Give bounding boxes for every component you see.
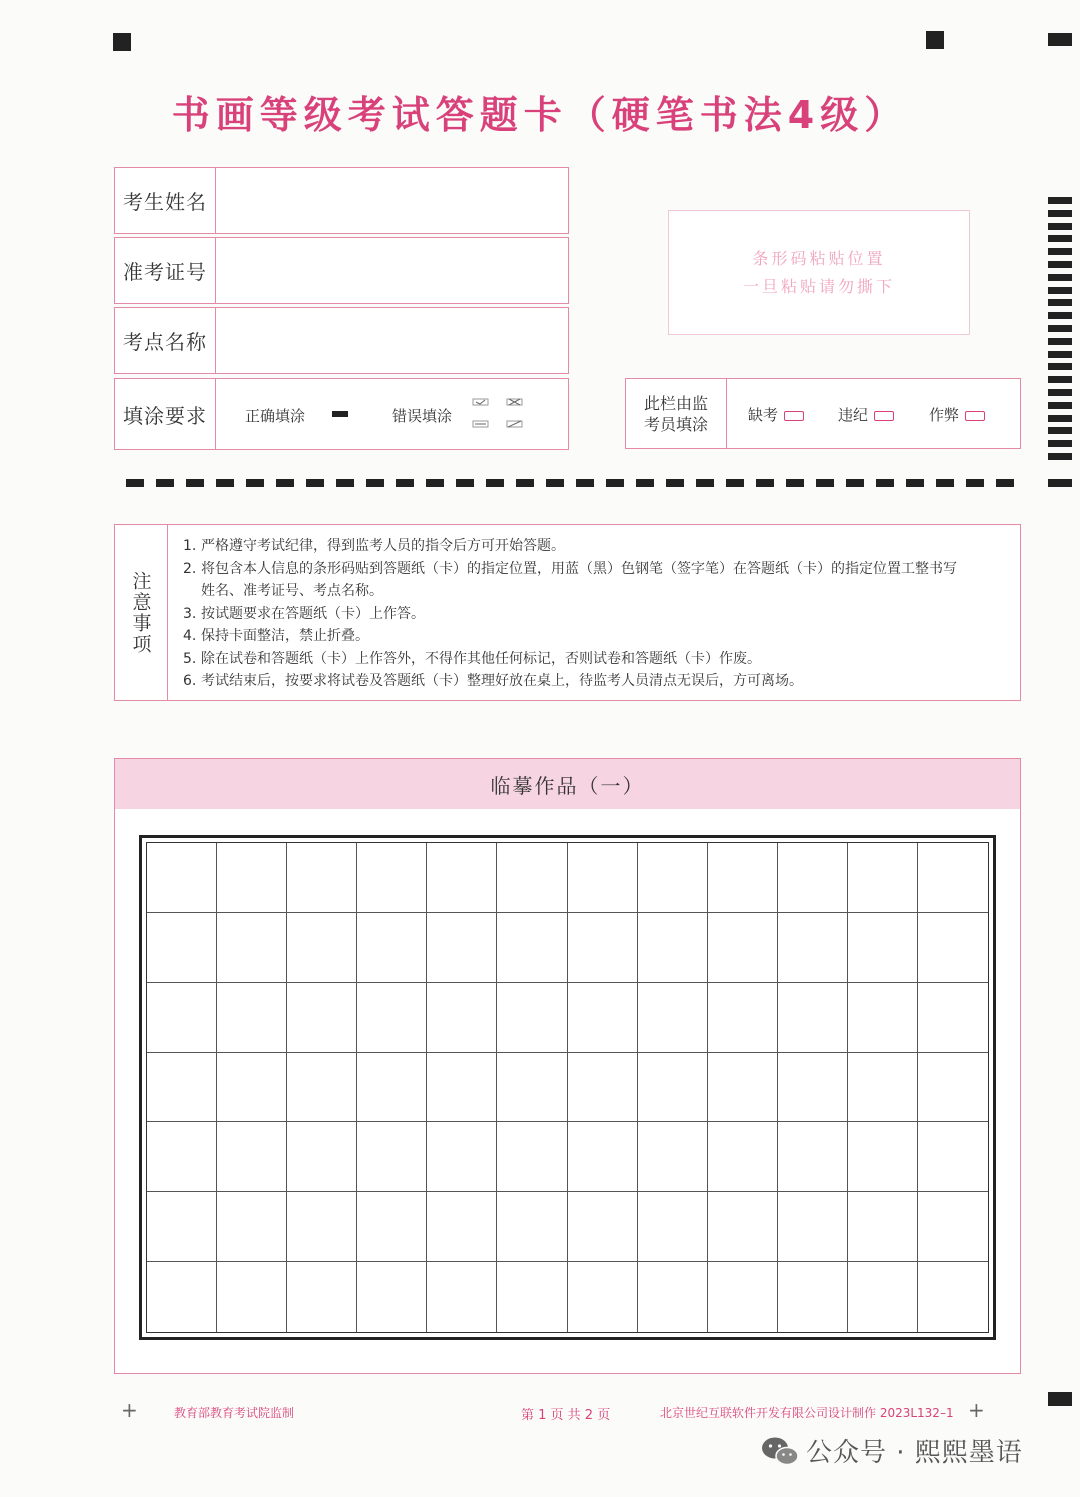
timing-mark — [1048, 235, 1072, 242]
proctor-option-violation-label: 违纪 — [838, 406, 869, 424]
writing-section — [114, 758, 1021, 1374]
grid-cell[interactable] — [287, 1122, 357, 1192]
grid-cell[interactable] — [778, 913, 848, 983]
grid-cell[interactable] — [287, 1262, 357, 1332]
proctor-option-violation[interactable] — [838, 404, 894, 425]
page-title: 书画等级考试答题卡（硬笔书法4级） — [171, 93, 909, 137]
grid-cell[interactable] — [638, 1262, 708, 1332]
grid-cell[interactable] — [147, 843, 217, 913]
grid-cell[interactable] — [918, 1262, 988, 1332]
grid-cell[interactable] — [497, 1192, 567, 1262]
wrong-fill-label: 错误填涂 — [392, 407, 453, 425]
grid-cell[interactable] — [568, 1122, 638, 1192]
timing-mark — [1048, 274, 1072, 281]
notice-label: 注意事项 — [115, 525, 168, 700]
grid-cell[interactable] — [147, 1262, 217, 1332]
wrong-fill-samples-icon — [471, 396, 527, 432]
notice-item: 4. 保持卡面整洁，禁止折叠。 — [183, 628, 369, 644]
grid-cell[interactable] — [918, 1122, 988, 1192]
grid-cell[interactable] — [918, 983, 988, 1053]
cheating-bubble[interactable] — [965, 411, 985, 421]
grid-cell[interactable] — [497, 983, 567, 1053]
barcode-line1: 条形码粘贴位置 — [752, 248, 886, 268]
grid-cell[interactable] — [357, 1122, 427, 1192]
grid-cell[interactable] — [217, 1122, 287, 1192]
proctor-option-cheating-label: 作弊 — [929, 406, 960, 424]
timing-mark — [1048, 453, 1072, 460]
footer-right: 北京世纪互联软件开发有限公司设计制作 2023L132–1 — [660, 1406, 954, 1420]
grid-cell[interactable] — [497, 1122, 567, 1192]
grid-cell[interactable] — [147, 983, 217, 1053]
grid-cell[interactable] — [848, 1122, 918, 1192]
timing-mark — [1048, 299, 1072, 306]
grid-cell[interactable] — [848, 1262, 918, 1332]
correct-fill-sample-icon — [332, 411, 348, 417]
timing-mark — [1048, 261, 1072, 268]
info-label-ticket: 准考证号 — [115, 238, 216, 303]
grid-cell[interactable] — [217, 843, 287, 913]
timing-mark — [1048, 402, 1072, 409]
grid-cell[interactable] — [708, 1122, 778, 1192]
timing-mark — [1048, 197, 1072, 204]
grid-cell[interactable] — [708, 1262, 778, 1332]
barcode-line2: 一旦粘贴请勿撕下 — [742, 276, 895, 296]
registration-mark-top-right — [1048, 33, 1072, 46]
grid-cell[interactable] — [287, 983, 357, 1053]
grid-cell[interactable] — [778, 1122, 848, 1192]
grid-cell[interactable] — [497, 843, 567, 913]
grid-cell[interactable] — [497, 1053, 567, 1123]
footer-page-number: 第 1 页 共 2 页 — [521, 1408, 611, 1423]
grid-cell[interactable] — [287, 1053, 357, 1123]
proctor-box — [625, 378, 1021, 449]
grid-cell[interactable] — [708, 1053, 778, 1123]
grid-cell[interactable] — [918, 913, 988, 983]
grid-cell[interactable] — [778, 843, 848, 913]
barcode-area — [668, 210, 970, 335]
grid-cell[interactable] — [427, 983, 497, 1053]
violation-bubble[interactable] — [874, 411, 894, 421]
grid-cell[interactable] — [918, 843, 988, 913]
grid-cell[interactable] — [848, 913, 918, 983]
correct-fill-label: 正确填涂 — [245, 407, 306, 425]
watermark — [760, 1432, 1023, 1469]
grid-cell[interactable] — [638, 843, 708, 913]
registration-mark-top-center — [926, 31, 944, 49]
timing-mark — [1048, 325, 1072, 332]
grid-cell[interactable] — [287, 843, 357, 913]
grid-cell[interactable] — [217, 913, 287, 983]
notice-item: 1. 严格遵守考试纪律，得到监考人员的指令后方可开始答题。 — [183, 538, 565, 554]
absent-bubble[interactable] — [784, 411, 804, 421]
grid-cell[interactable] — [918, 1053, 988, 1123]
grid-cell[interactable] — [427, 1262, 497, 1332]
timing-mark — [1048, 223, 1072, 230]
info-field-name[interactable] — [114, 167, 569, 234]
grid-cell[interactable] — [357, 983, 427, 1053]
grid-cell[interactable] — [497, 1262, 567, 1332]
proctor-option-cheating[interactable] — [929, 404, 985, 425]
grid-cell[interactable] — [638, 1053, 708, 1123]
proctor-label-line1: 此栏由监 — [643, 393, 708, 413]
proctor-option-absent[interactable] — [748, 404, 804, 425]
notice-item: 6. 考试结束后，按要求将试卷及答题纸（卡）整理好放在桌上，待监考人员清点无误后，方可离场。 — [183, 673, 803, 689]
grid-cell[interactable] — [848, 1053, 918, 1123]
proctor-option-absent-label: 缺考 — [748, 406, 779, 424]
grid-cell[interactable] — [848, 983, 918, 1053]
grid-cell[interactable] — [357, 913, 427, 983]
grid-cell[interactable] — [357, 1053, 427, 1123]
grid-cell[interactable] — [568, 983, 638, 1053]
grid-cell[interactable] — [287, 913, 357, 983]
grid-cell[interactable] — [147, 1122, 217, 1192]
timing-mark — [1048, 440, 1072, 447]
info-label-site: 考点名称 — [115, 308, 216, 373]
registration-mark-top-left — [113, 33, 131, 51]
proctor-label — [626, 379, 727, 448]
timing-mark — [1048, 427, 1072, 434]
wechat-icon — [760, 1435, 800, 1467]
writing-grid-frame — [139, 835, 996, 1340]
notice-item: 5. 除在试卷和答题纸（卡）上作答外，不得作其他任何标记，否则试卷和答题纸（卡）作废。 — [183, 650, 761, 667]
writing-grid[interactable] — [146, 842, 989, 1333]
crosshair-left-icon: + — [121, 1398, 138, 1422]
timing-mark — [1048, 415, 1072, 422]
watermark-text: 公众号 · 熙熙墨语 — [806, 1438, 1023, 1468]
proctor-label-line2: 考员填涂 — [643, 414, 708, 434]
registration-mark-bottom-right — [1048, 1392, 1072, 1406]
grid-cell[interactable] — [357, 843, 427, 913]
grid-cell[interactable] — [638, 913, 708, 983]
grid-cell[interactable] — [778, 1192, 848, 1262]
grid-cell[interactable] — [427, 913, 497, 983]
grid-cell[interactable] — [217, 1192, 287, 1262]
grid-cell[interactable] — [638, 1122, 708, 1192]
grid-cell[interactable] — [147, 1053, 217, 1123]
grid-cell[interactable] — [427, 843, 497, 913]
grid-cell[interactable] — [427, 1053, 497, 1123]
grid-cell[interactable] — [497, 913, 567, 983]
timing-mark — [1048, 376, 1072, 383]
grid-cell[interactable] — [568, 1262, 638, 1332]
fill-rule-box — [114, 378, 569, 450]
timing-mark — [1048, 248, 1072, 255]
grid-cell[interactable] — [568, 1192, 638, 1262]
fill-rule-label: 填涂要求 — [115, 379, 216, 449]
dashed-separator — [126, 479, 1021, 487]
grid-cell[interactable] — [708, 843, 778, 913]
notice-item: 2. 将包含本人信息的条形码贴到答题纸（卡）的指定位置，用蓝（黑）色钢笔（签字笔）在答题纸（卡）的指定位置工整书写 — [183, 560, 957, 577]
timing-mark — [1048, 312, 1072, 319]
timing-mark — [1048, 363, 1072, 370]
grid-cell[interactable] — [778, 1053, 848, 1123]
timing-mark — [1048, 210, 1072, 217]
notice-item: 3. 按试题要求在答题纸（卡）上作答。 — [183, 605, 425, 622]
notice-item-continued: 姓名、准考证号、考点名称。 — [201, 583, 383, 599]
grid-cell[interactable] — [848, 1192, 918, 1262]
notice-list — [183, 535, 1006, 693]
grid-cell[interactable] — [217, 1053, 287, 1123]
grid-cell[interactable] — [778, 983, 848, 1053]
info-field-ticket[interactable] — [114, 237, 569, 304]
grid-cell[interactable] — [918, 1192, 988, 1262]
grid-cell[interactable] — [568, 1053, 638, 1123]
grid-cell[interactable] — [217, 1262, 287, 1332]
grid-cell[interactable] — [357, 1192, 427, 1262]
writing-section-title: 临摹作品（一） — [115, 759, 1020, 809]
grid-cell[interactable] — [708, 1192, 778, 1262]
grid-cell[interactable] — [778, 1262, 848, 1332]
grid-cell[interactable] — [638, 1192, 708, 1262]
timing-mark — [1048, 338, 1072, 345]
notice-box — [114, 524, 1021, 701]
timing-mark — [1048, 351, 1072, 358]
grid-cell[interactable] — [568, 843, 638, 913]
grid-cell[interactable] — [427, 1122, 497, 1192]
grid-cell[interactable] — [708, 913, 778, 983]
info-field-site[interactable] — [114, 307, 569, 374]
footer-left: 教育部教育考试院监制 — [174, 1406, 295, 1420]
crosshair-right-icon: + — [968, 1398, 985, 1422]
grid-cell[interactable] — [638, 983, 708, 1053]
info-label-name: 考生姓名 — [115, 168, 216, 233]
grid-cell[interactable] — [217, 983, 287, 1053]
timing-mark — [1048, 479, 1072, 487]
grid-cell[interactable] — [848, 843, 918, 913]
grid-cell[interactable] — [708, 983, 778, 1053]
grid-cell[interactable] — [147, 1192, 217, 1262]
grid-cell[interactable] — [147, 913, 217, 983]
grid-cell[interactable] — [287, 1192, 357, 1262]
timing-mark — [1048, 287, 1072, 294]
grid-cell[interactable] — [568, 913, 638, 983]
grid-cell[interactable] — [427, 1192, 497, 1262]
timing-mark — [1048, 389, 1072, 396]
grid-cell[interactable] — [357, 1262, 427, 1332]
